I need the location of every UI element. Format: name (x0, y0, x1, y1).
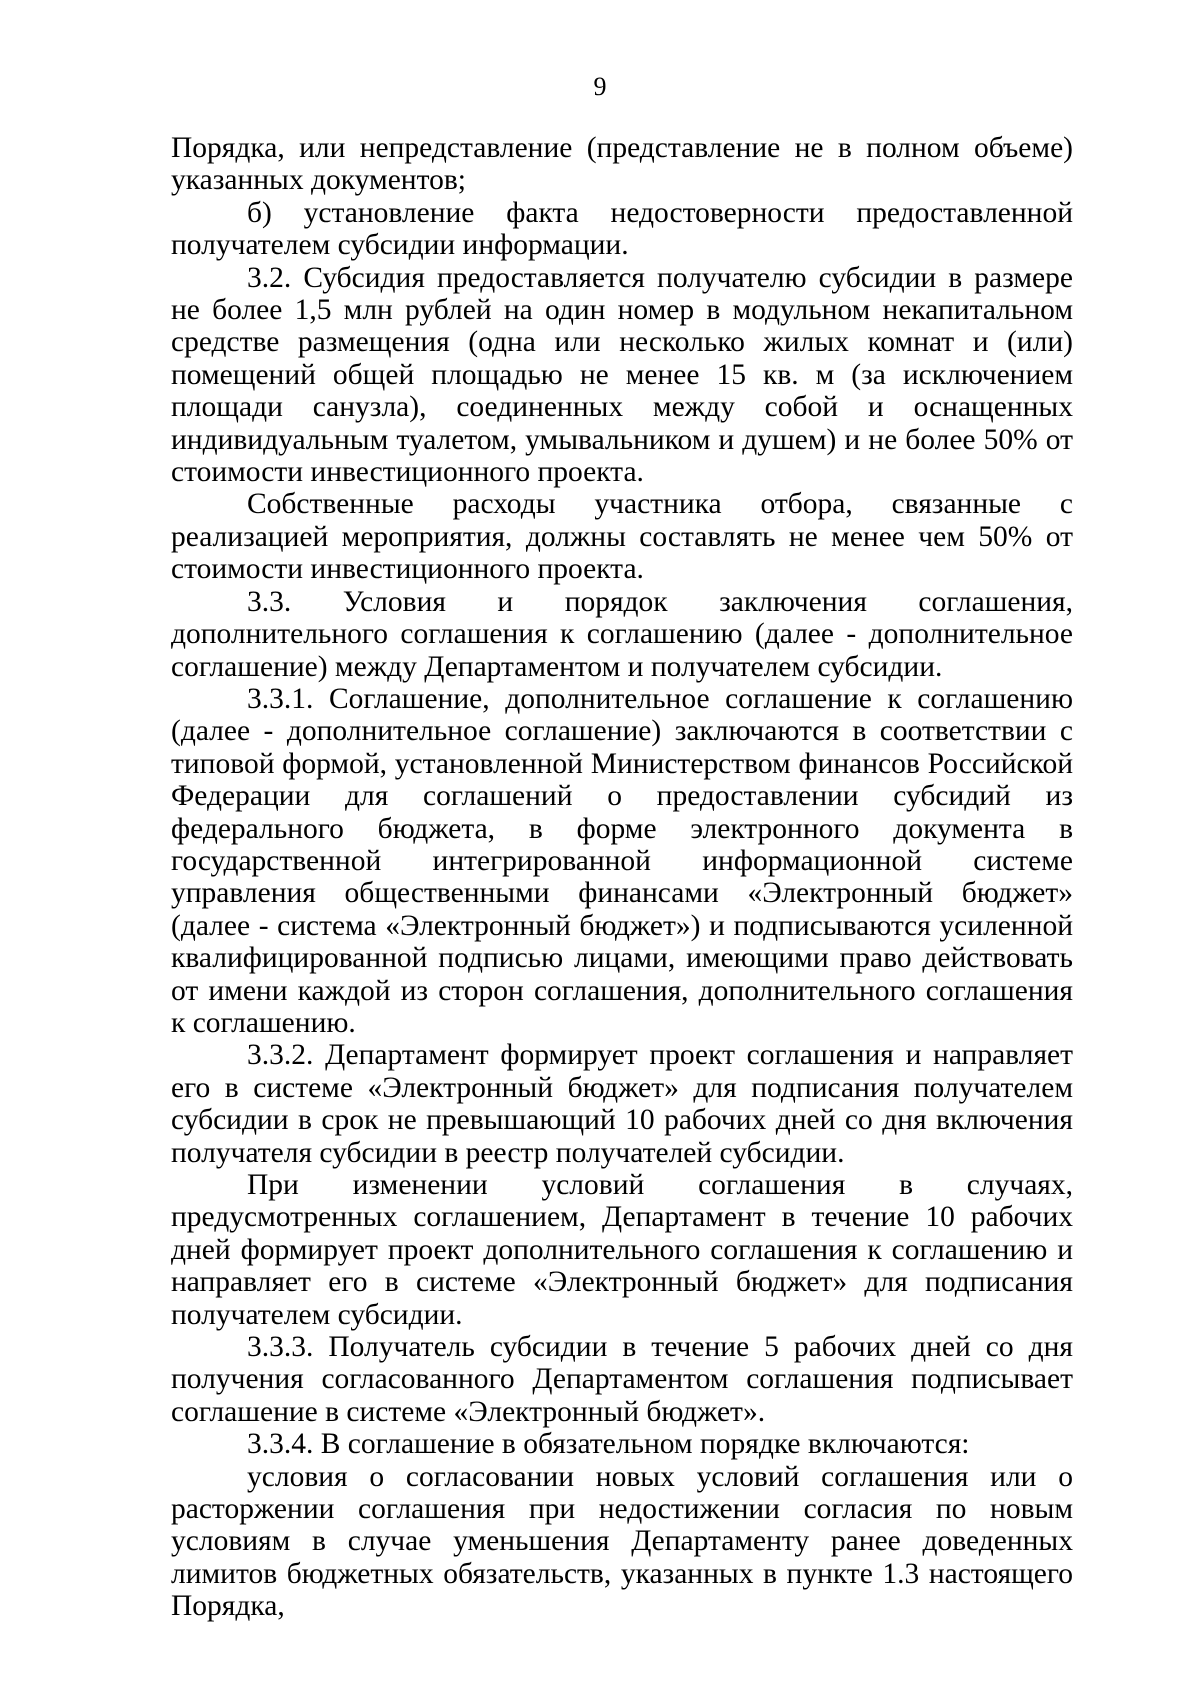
paragraph-3-3-2: 3.3.2. Департамент формирует проект соглашения и направляет его в системе «Электронный бюджет» для подписания получателем субсидии в срок не превышающий 10 рабочих дней со дня включения получателя субсидии в реестр получателей субсидии. (171, 1039, 1073, 1169)
paragraph-3-2: 3.2. Субсидия предоставляется получателю субсидии в размере не более 1,5 млн рублей на один номер в модульном некапитальном средстве размещения (одна или несколько жилых комнат и (или) помещений общей площадью не менее 15 кв. м (за исключением площади санузла), соединенных между собой и оснащенных индивидуальным туалетом, умывальником и душем) и не более 50% от стоимости инвестиционного проекта. (171, 261, 1073, 489)
page-number: 9 (593, 72, 607, 101)
paragraph-own-expenses: Собственные расходы участника отбора, связанные с реализацией мероприятия, должны составлять не менее чем 50% от стоимости инвестиционного проекта. (171, 488, 1073, 586)
paragraph-3-3-3: 3.3.3. Получатель субсидии в течение 5 рабочих дней со дня получения согласованного Департаментом соглашения подписывает соглашение в системе «Электронный бюджет». (171, 1331, 1073, 1428)
paragraph-item-b: б) установление факта недостоверности предоставленной получателем субсидии информации. (171, 196, 1073, 262)
paragraph-conditions: условия о согласовании новых условий соглашения или о расторжении соглашения при недостижении согласия по новым условиям в случае уменьшения Департаменту ранее доведенных лимитов бюджетных обязательств, указанных в пункте 1.3 настоящего Порядка, (171, 1460, 1073, 1623)
paragraph-amendment: При изменении условий соглашения в случаях, предусмотренных соглашением, Департамент в течение 10 рабочих дней формирует проект дополнительного соглашения к соглашению и направляет его в системе «Электронный бюджет» для подписания получателем субсидии. (171, 1169, 1073, 1331)
document-body (171, 132, 1073, 1623)
paragraph-3-3-4: 3.3.4. В соглашение в обязательном порядке включаются: (247, 1428, 970, 1461)
paragraph-3-3: 3.3. Условия и порядок заключения соглашения, дополнительного соглашения к соглашению (далее - дополнительное соглашение) между Департаментом и получателем субсидии. (171, 585, 1073, 683)
paragraph-3-3-1: 3.3.1. Соглашение, дополнительное соглашение к соглашению (далее - дополнительное соглашение) заключаются в соответствии с типовой формой, установленной Министерством финансов Российской Федерации для соглашений о предоставлении субсидий из федерального бюджета, в форме электронного документа в государственной интегрированной информационной системе управления общественными финансами «Электронный бюджет» (далее - система «Электронный бюджет») и подписываются усиленной квалифицированной подписью лицами, имеющими право действовать от имени каждой из сторон соглашения, дополнительного соглашения к соглашению. (171, 682, 1073, 1039)
paragraph-continuation: Порядка, или непредставление (представление не в полном объеме) указанных документов; (171, 132, 1073, 197)
